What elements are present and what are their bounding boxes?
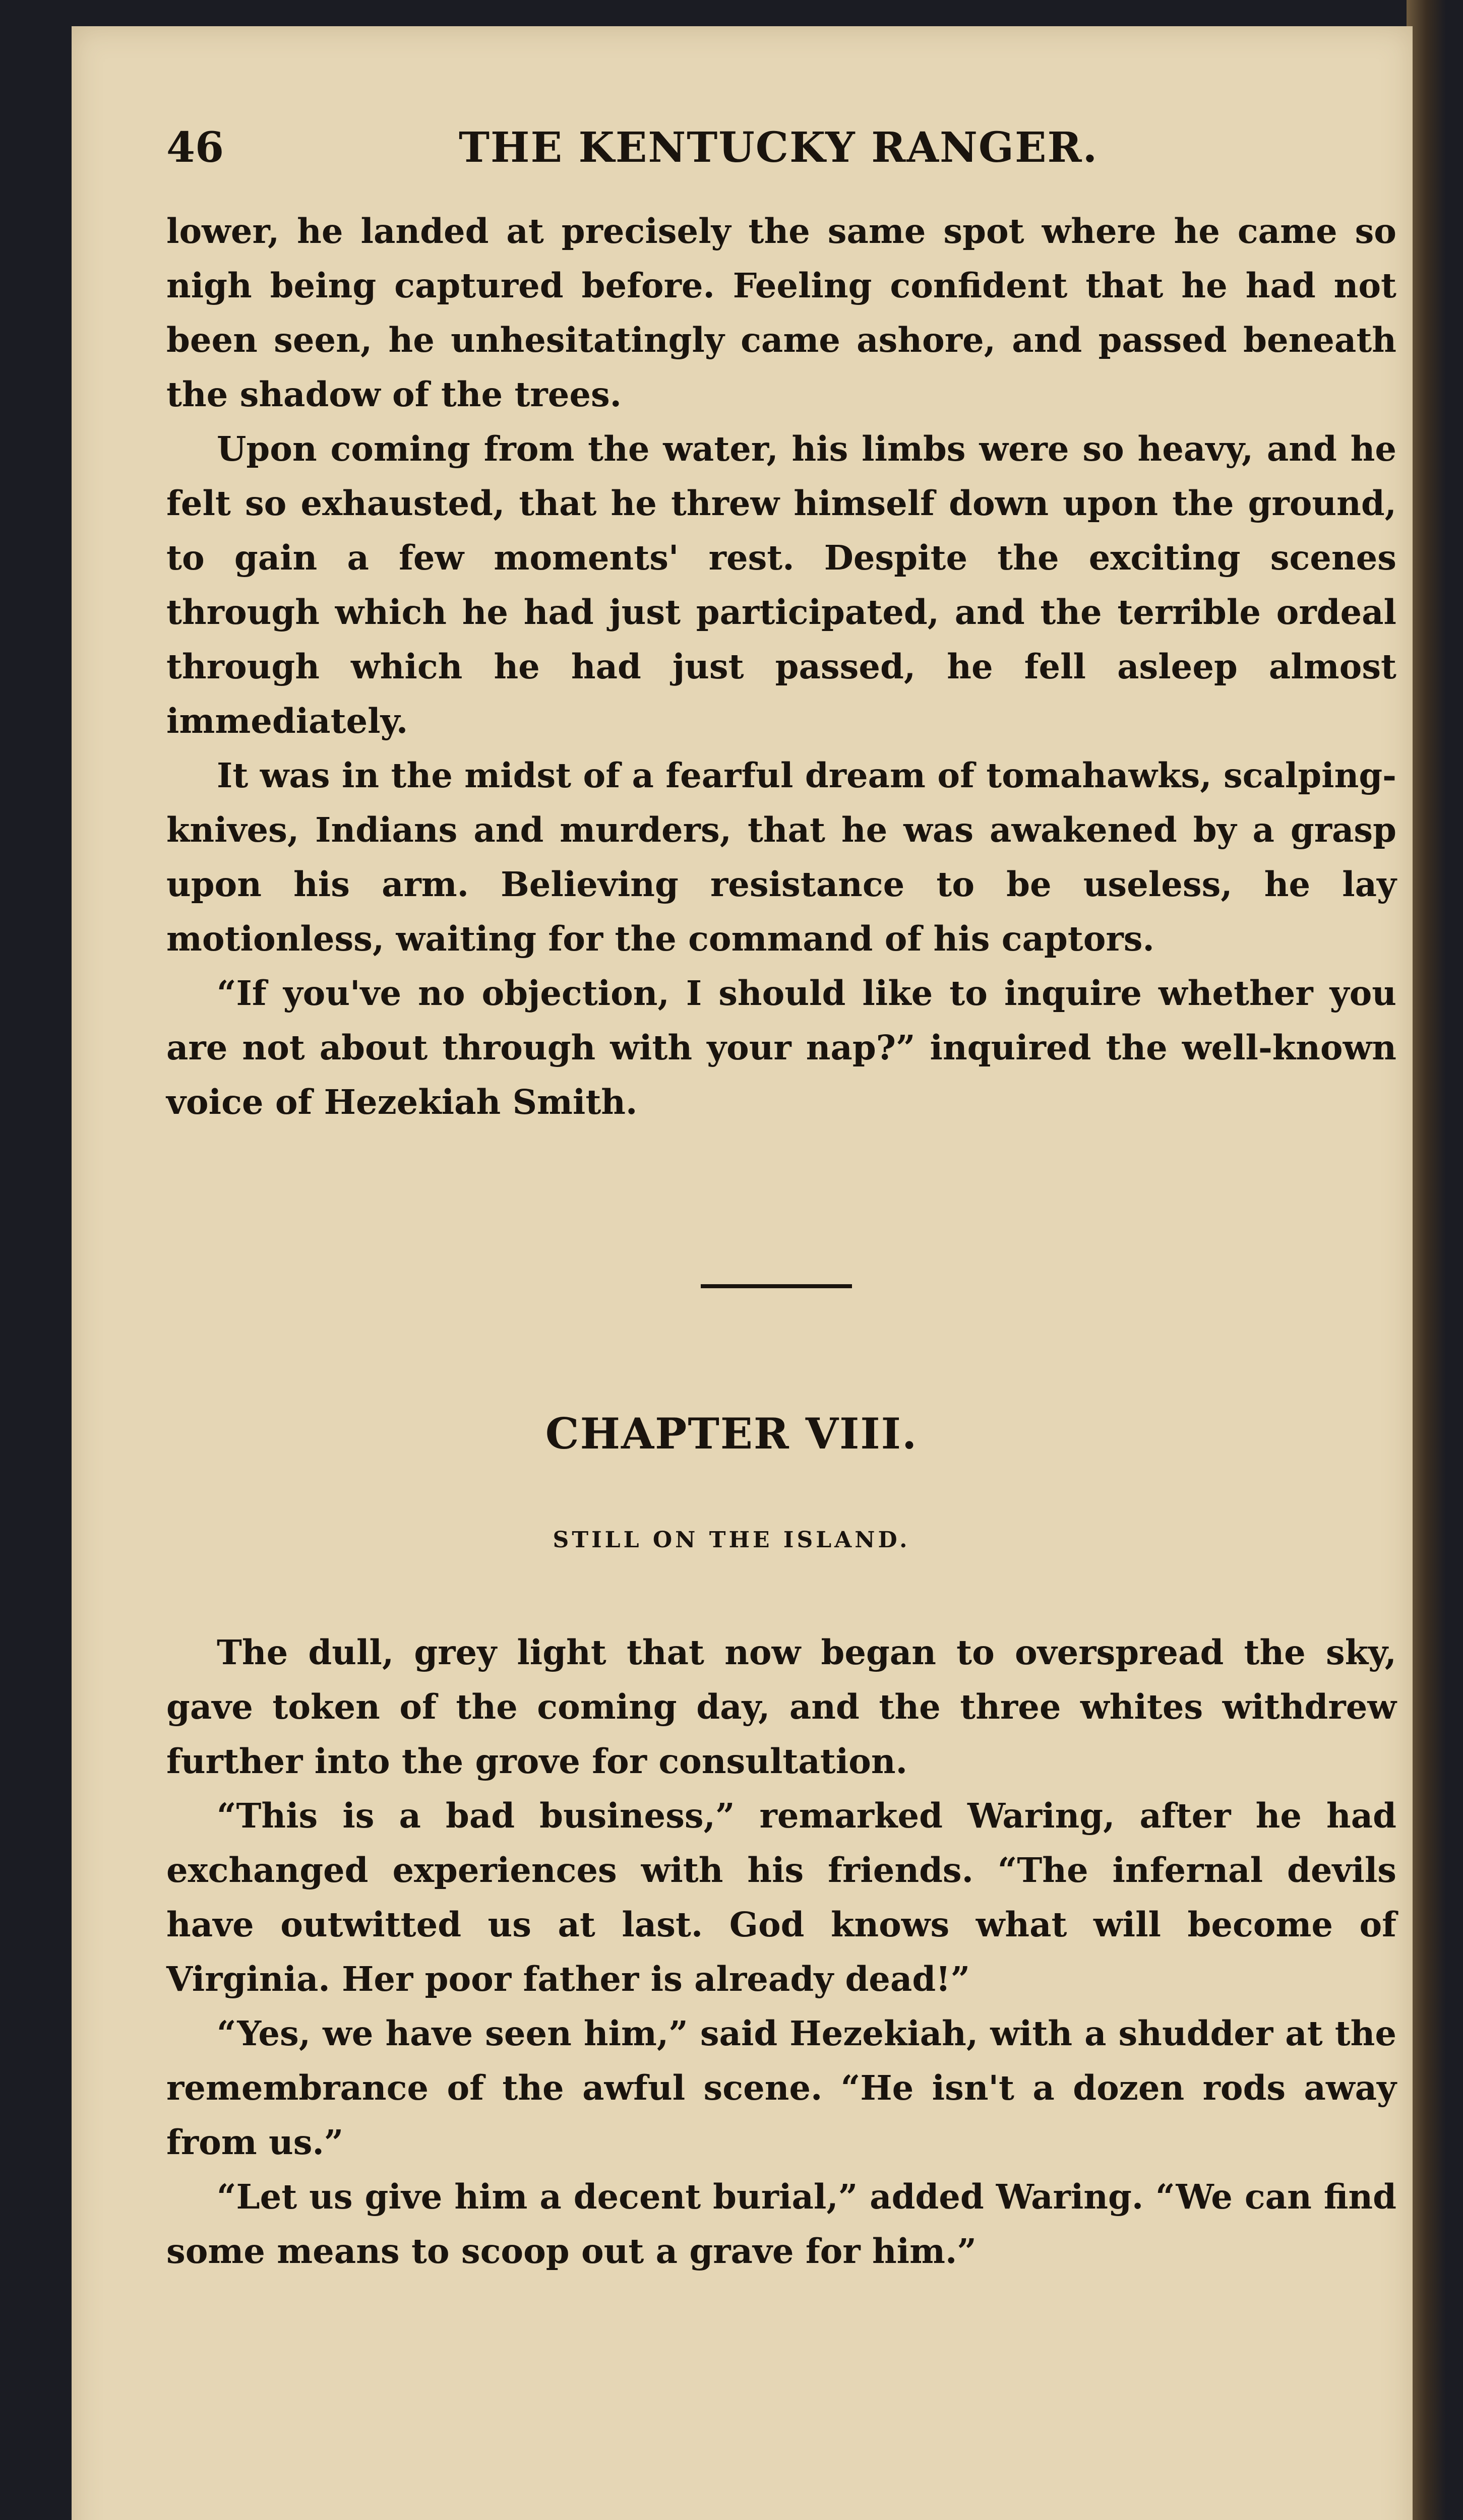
paragraph: “Yes, we have seen him,” said Hezekiah, with a shudder at the remembrance of the awful scene. “He isn't a dozen rods away from us.” xyxy=(166,2013,1396,2162)
section-divider-rule xyxy=(701,1284,852,1288)
book-spine-edge xyxy=(1407,0,1463,2520)
paragraph: “This is a bad business,” remarked Waring, after he had exchanged experiences with his friends. “The infernal devils have outwitted us at last. God knows what will become of Virginia. Her poor father is already dead!” xyxy=(166,1796,1396,1999)
text-before-chapter xyxy=(166,204,1396,1129)
text-after-chapter xyxy=(166,1625,1396,2279)
paragraph: It was in the midst of a fearful dream of tomahawks, scalping-knives, Indians and murders, that he was awakened by a grasp upon his arm. Believing resistance to be useless, he lay motionless, waiting for the command of his captors. xyxy=(166,755,1396,959)
running-head xyxy=(166,123,1235,189)
paragraph: “Let us give him a decent burial,” added Waring. “We can find some means to scoop out a grave for him.” xyxy=(166,2177,1396,2271)
book-title: THE KENTUCKY RANGER. xyxy=(459,123,1099,172)
chapter-subtitle: STILL ON THE ISLAND. xyxy=(553,1527,910,1553)
chapter-title: CHAPTER VIII. xyxy=(545,1409,918,1459)
paragraph: “If you've no objection, I should like to inquire whether you are not about through with your nap?” inquired the well-known voice of Hezekiah Smith. xyxy=(166,973,1396,1122)
page-number: 46 xyxy=(166,123,224,172)
paragraph: Upon coming from the water, his limbs were so heavy, and he felt so exhausted, that he threw himself down upon the ground, to gain a few moments' rest. Despite the exciting scenes through which he had just participated, and the terrible ordeal through which he had just passed, he fell asleep almost immediately. xyxy=(166,429,1396,741)
paragraph: lower, he landed at precisely the same spot where he came so nigh being captured before. Feeling confident that he had not been seen, he unhesitatingly came ashore, and passed beneath the shadow of the trees. xyxy=(166,211,1396,414)
paragraph: The dull, grey light that now began to overspread the sky, gave token of the coming day, and the three whites withdrew further into the grove for consultation. xyxy=(166,1632,1396,1781)
